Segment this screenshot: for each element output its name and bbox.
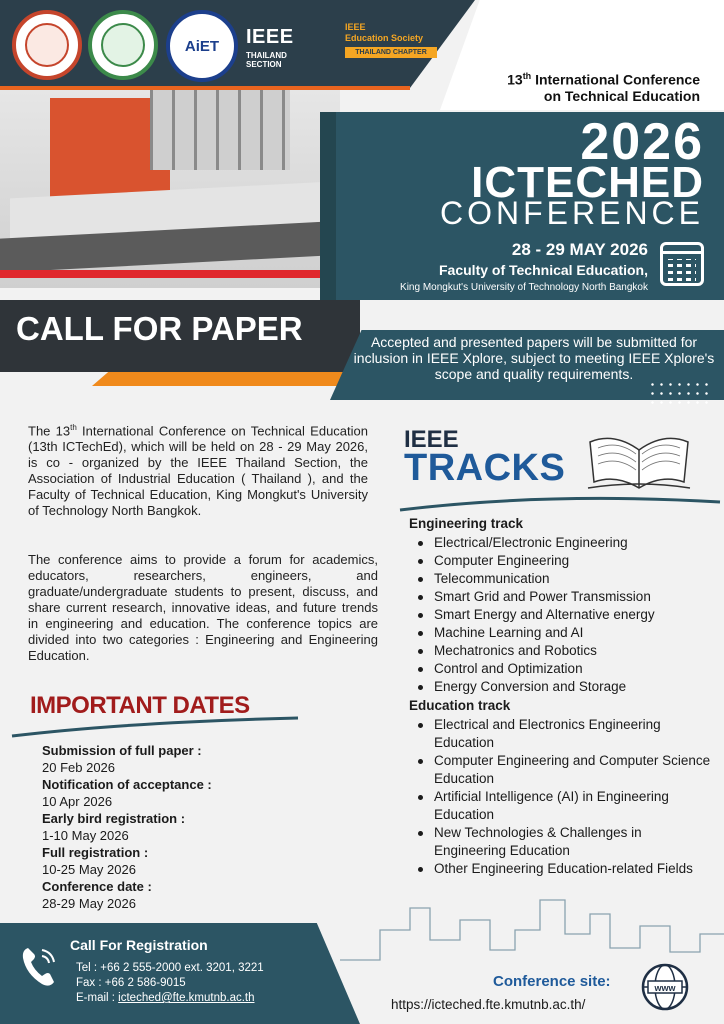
list-item: Mechatronics and Robotics (416, 642, 716, 660)
list-item: Artificial Intelligence (AI) in Engineering Education (416, 788, 716, 824)
red-accent-stripe (0, 270, 330, 278)
education-track-heading: Education track (409, 698, 511, 713)
date-label: Notification of acceptance : (42, 777, 212, 792)
contact-info: Tel : +66 2 555-2000 ext. 3201, 3221 Fax : +66 2 586-9015 E-mail : icteched@fte.kmutnb.ac.th (76, 962, 264, 1004)
list-item: New Technologies & Challenges in Engineering Education (416, 824, 716, 860)
education-track-list (416, 716, 716, 878)
list-item: Smart Grid and Power Transmission (416, 588, 716, 606)
date-label: Full registration : (42, 845, 149, 860)
list-item: Computer Engineering (416, 552, 716, 570)
ieee-education-society-logo: IEEE Education Society THAILAND CHAPTER (345, 22, 437, 66)
call-for-paper-title: CALL FOR PAPER (16, 310, 303, 347)
conference-name: ICTECHED (471, 158, 704, 207)
tracks-ieee-label: IEEE (404, 426, 459, 453)
conference-subtitle: 13th International Conference on Technical Education (507, 71, 700, 104)
conference-word: CONFERENCE (439, 195, 704, 231)
conference-venue: Faculty of Technical Education, (439, 262, 648, 278)
ieee-thailand-section-logo (246, 26, 306, 69)
intro-paragraph: The 13th International Conference on Technical Education (13th ICTechEd), which will be held on 28 - 29 May 2026, is co - organized by the IEEE Thailand Section, the Association of Industrial Education ( Thailand ), and the Faculty of Technical Education, King Mongkut's University of Technology North Bangkok. (28, 423, 368, 519)
list-item: Electrical and Electronics Engineering Education (416, 716, 716, 752)
contact-email-link[interactable]: icteched@fte.kmutnb.ac.th (118, 992, 255, 1004)
list-item: Machine Learning and AI (416, 624, 716, 642)
list-item: Electrical/Electronic Engineering (416, 534, 716, 552)
list-item: Control and Optimization (416, 660, 716, 678)
conference-year: 2026 (580, 113, 704, 171)
list-item: Computer Engineering and Computer Science Education (416, 752, 716, 788)
open-book-icon (584, 430, 694, 496)
phone-icon (20, 944, 58, 988)
contact-tel: Tel : +66 2 555-2000 ext. 3201, 3221 (76, 962, 264, 974)
aiet-logo: AiET (166, 10, 238, 82)
engineering-track-list (416, 534, 716, 696)
date-label: Submission of full paper : (42, 743, 202, 758)
date-label: Conference date : (42, 879, 152, 894)
date-value: 20 Feb 2026 (42, 760, 116, 775)
dot-pattern (648, 380, 708, 404)
calendar-icon (660, 242, 704, 286)
acceptance-note: Accepted and presented papers will be submitted for inclusion in IEEE Xplore, subject to meeting IEEE Xplore's scope and quality requirements. (353, 334, 715, 382)
date-value: 10-25 May 2026 (42, 862, 136, 877)
conference-site-label: Conference site: (493, 973, 611, 990)
date-value: 10 Apr 2026 (42, 794, 113, 809)
list-item: Telecommunication (416, 570, 716, 588)
svg-text:www: www (654, 983, 676, 993)
ieee-section-text: THAILAND SECTION (246, 51, 287, 69)
faculty-technical-education-logo (88, 10, 158, 80)
date-value: 1-10 May 2026 (42, 828, 129, 843)
important-dates-title: IMPORTANT DATES (30, 692, 250, 719)
list-item: Energy Conversion and Storage (416, 678, 716, 696)
faculty-building-photo (0, 90, 340, 288)
tracks-title: TRACKS (404, 447, 566, 489)
registration-title: Call For Registration (70, 937, 208, 953)
list-item: Other Engineering Education-related Fields (416, 860, 716, 878)
contact-fax: Fax : +66 2 586-9015 (76, 977, 186, 989)
ieee-logo-text: IEEE (246, 26, 294, 48)
important-dates-list (42, 742, 212, 912)
engineering-track-heading: Engineering track (409, 516, 524, 531)
aims-paragraph: The conference aims to provide a forum for academics, educators, researchers, engineers, and graduate/undergraduate students to present, discuss, and share current research, innovative ideas, and future trends in engineering and education. The conference topics are divided into two categories : Engineering and Engineering Education. (28, 552, 378, 663)
list-item: Smart Energy and Alternative energy (416, 606, 716, 624)
conference-site-link[interactable]: https://icteched.fte.kmutnb.ac.th/ (391, 997, 586, 1012)
date-value: 28-29 May 2026 (42, 896, 136, 911)
conference-dates: 28 - 29 MAY 2026 (511, 240, 648, 259)
conference-university: King Mongkut's University of Technology North Bangkok (400, 282, 648, 293)
globe-www-icon (640, 962, 690, 1012)
kmutnb-seal-logo (12, 10, 82, 80)
date-label: Early bird registration : (42, 811, 186, 826)
